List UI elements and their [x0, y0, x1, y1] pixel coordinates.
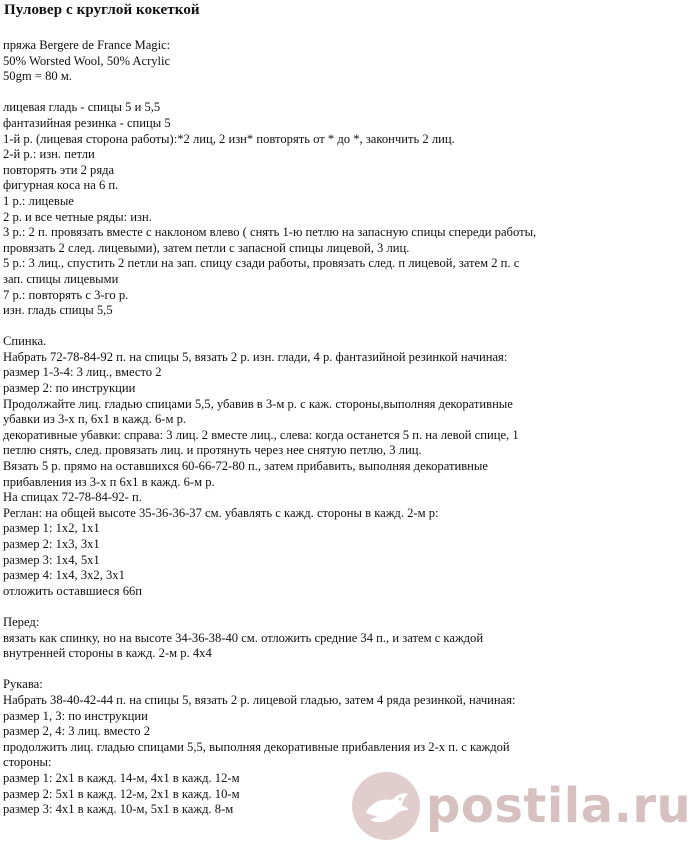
text-line: 2 р. и все четные ряды: изн. — [3, 209, 152, 224]
text-line: лицевая гладь - спицы 5 и 5,5 — [3, 100, 161, 115]
text-line: 5 р.: 3 лиц., спустить 2 петли на зап. спицу сзади работы, провязать след. п лицевой, затем 2 п. с — [3, 256, 520, 271]
text-line: отложить оставшиеся 66п — [3, 583, 143, 598]
blank-line — [3, 319, 600, 335]
text-line: 7 р.: повторять с 3-го р. — [3, 287, 129, 302]
text-line: 1-й р. (лицевая сторона работы):*2 лиц, 2 изн* повторять от * до *, закончить 2 лиц. — [3, 131, 455, 146]
text-line: размер 1: 2х1 в кажд. 14-м, 4х1 в кажд. 12-м — [3, 770, 240, 785]
text-line: убавки из 3-х п, 6х1 в кажд. 6-м р. — [3, 412, 187, 427]
text-line: провязать 2 след. лицевыми), затем петли с запасной спицы лицевой, 3 лиц. — [3, 240, 410, 255]
text-line: петлю снять, след. провязать лиц. и протянуть через нее снятую петлю, 3 лиц. — [3, 443, 422, 458]
text-line: Реглан: на общей высоте 35-36-36-37 см. убавлять с кажд. стороны в кажд. 2-м р: — [3, 505, 439, 520]
text-line: размер 2: по инструкции — [3, 381, 136, 396]
text-line: На спицах 72-78-84-92- п. — [3, 490, 142, 505]
text-line: зап. спицы лицевыми — [3, 271, 119, 286]
section-heading-sleeves: Рукава: — [3, 677, 43, 692]
bird-logo-icon — [352, 772, 420, 840]
text-line: внутренней стороны в кажд. 2-м р. 4х4 — [3, 646, 212, 661]
text-line: 50% Worsted Wool, 50% Acrylic — [3, 53, 171, 68]
watermark — [352, 772, 691, 840]
text-line: фигурная коса на 6 п. — [3, 178, 119, 193]
text-line: Набрать 38-40-42-44 п. на спицы 5, вязать 2 р. лицевой гладью, затем 4 ряда резинкой, начиная: — [3, 692, 516, 707]
text-line: Вязать 5 р. прямо на оставшихся 60-66-72-80 п., затем прибавить, выполняя декоративные — [3, 459, 488, 474]
text-line: 1 р.: лицевые — [3, 193, 74, 208]
text-line: размер 3: 4х1 в кажд. 10-м, 5х1 в кажд. 8-м — [3, 802, 234, 817]
text-line: размер 2: 5х1 в кажд. 12-м, 2х1 в кажд. 10-м — [3, 786, 240, 801]
text-line: изн. гладь спицы 5,5 — [3, 303, 113, 318]
text-line: размер 3: 1х4, 5х1 — [3, 552, 100, 567]
blank-line — [3, 599, 600, 615]
text-line: размер 1: 1х2, 1х1 — [3, 521, 100, 536]
section-heading-front: Перед: — [3, 614, 40, 629]
text-line: прибавления из 3-х п 6х1 в кажд. 6-м р. — [3, 474, 215, 489]
text-line: размер 1-3-4: 3 лиц., вместо 2 — [3, 365, 162, 380]
blank-line — [3, 85, 600, 101]
document-title: Пуловер с круглой кокеткой — [4, 2, 200, 18]
text-line: 3 р.: 2 п. провязать вместе с наклоном влево ( снять 1-ю петлю на запасную спицы спереди работы, — [3, 225, 537, 240]
text-line: Продолжайте лиц. гладью спицами 5,5, убавив в 3-м р. с каж. стороны,выполняя декоративные — [3, 396, 513, 411]
text-line: размер 4: 1х4, 3х2, 3х1 — [3, 568, 125, 583]
text-line: продолжить лиц. гладью спицами 5,5, выполняя декоративные прибавления из 2-х п. с каждой — [3, 739, 510, 754]
text-line: пряжа Bergere de France Magic: — [3, 38, 171, 52]
text-line: размер 2: 1х3, 3х1 — [3, 537, 100, 551]
text-line: фантазийная резинка - спицы 5 — [3, 115, 171, 130]
instructions-body — [3, 38, 600, 818]
text-line: вязать как спинку, но на высоте 34-36-38-40 см. отложить средние 34 п., и затем с каждой — [3, 630, 484, 645]
text-line: 2-й р.: изн. петли — [3, 147, 95, 162]
text-line: декоративные убавки: справа: 3 лиц. 2 вместе лиц., слева: когда останется 5 п. на левой спице, 1 — [3, 427, 519, 442]
text-line: Набрать 72-78-84-92 п. на спицы 5, вязать 2 р. изн. глади, 4 р. фантазийной резинкой начиная: — [3, 349, 508, 364]
text-line: повторять эти 2 ряда — [3, 162, 115, 177]
text-line: размер 2, 4: 3 лиц. вместо 2 — [3, 724, 151, 739]
section-heading-back: Спинка. — [3, 334, 47, 349]
text-line: 50gm = 80 м. — [3, 69, 72, 84]
blank-line — [3, 662, 600, 678]
watermark-text: postila.ru — [426, 778, 691, 834]
text-line: размер 1, 3: по инструкции — [3, 708, 148, 723]
text-line: стороны: — [3, 755, 52, 770]
